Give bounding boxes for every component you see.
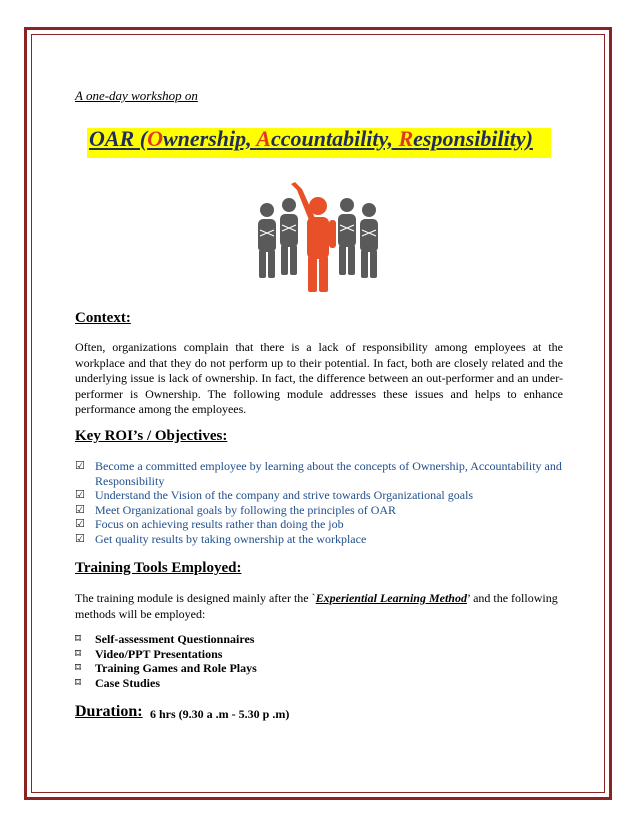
objectives-list [75,459,563,546]
method-name: Experiential Learning Method [315,591,467,605]
gray-figure-right [360,203,378,278]
list-item: ⌑ Training Games and Role Plays [75,661,257,675]
duration-value: 6 hrs (9.30 a .m - 5.30 p .m) [150,707,290,721]
checkbox-icon: ☑ [75,488,85,501]
objectives-heading: Key ROI’s / Objectives: [75,428,228,444]
intro-line: A one-day workshop on [75,88,198,103]
square-bullet-icon: ⌑ [75,646,81,660]
title-letter-a: A [256,126,271,151]
duration-label: Duration: [75,703,143,720]
tools-heading: Training Tools Employed: [75,560,242,576]
title-ownership: wnership, [162,126,257,151]
context-heading: Context: [75,310,131,326]
team-leader-raised-hand-icon [253,180,383,295]
list-item: ⌑ Case Studies [75,675,161,690]
list-item: ☑ Meet Organizational goals by following the principles of OAR [75,502,397,517]
list-item: ☑ Understand the Vision of the company and strive towards Organizational goals [75,488,474,502]
list-item: ⌑ Video/PPT Presentations [75,646,223,661]
title-letter-o: O [147,126,163,151]
list-item: ☑ Focus on achieving results rather than doing the job [75,517,344,531]
list-item: ☑ Get quality results by taking ownership at the workplace [75,531,367,546]
title-responsibility: esponsibility) [413,126,533,151]
gray-figure-left-back [280,198,298,275]
workshop-title [89,126,533,152]
checkbox-icon: ☑ [75,502,85,516]
square-bullet-icon: ⌑ [75,632,81,645]
list-item: ⌑ Self-assessment Questionnaires [75,632,255,646]
checkbox-icon: ☑ [75,531,85,545]
tools-paragraph: The training module is designed mainly after the `Experiential Learning Method’ and the following methods will be employed: [75,591,558,621]
checkbox-icon: ☑ [75,517,85,530]
gray-figure-left [258,203,276,278]
list-item: ☑ Become a committed employee by learning about the concepts of Ownership, Accountability and Responsibility [75,459,562,488]
title-open: OAR ( [89,126,148,151]
context-paragraph: Often, organizations complain that there is a lack of responsibility among employees at the workplace and that they do not perform up to their potential. In fact, both are closely related and the underlying issue is lack of ownership. In fact, the difference between an out-performer and an under-performer is Ownership. The following module addresses these issues and helps to enhance performance among the employees. [75,340,563,416]
square-bullet-icon: ⌑ [75,675,81,689]
title-letter-r: R [398,126,414,151]
square-bullet-icon: ⌑ [75,661,81,674]
gray-figure-right-back [338,198,356,275]
checkbox-icon: ☑ [75,459,85,472]
title-accountability: ccountability, [270,126,399,151]
tools-list [75,632,257,690]
